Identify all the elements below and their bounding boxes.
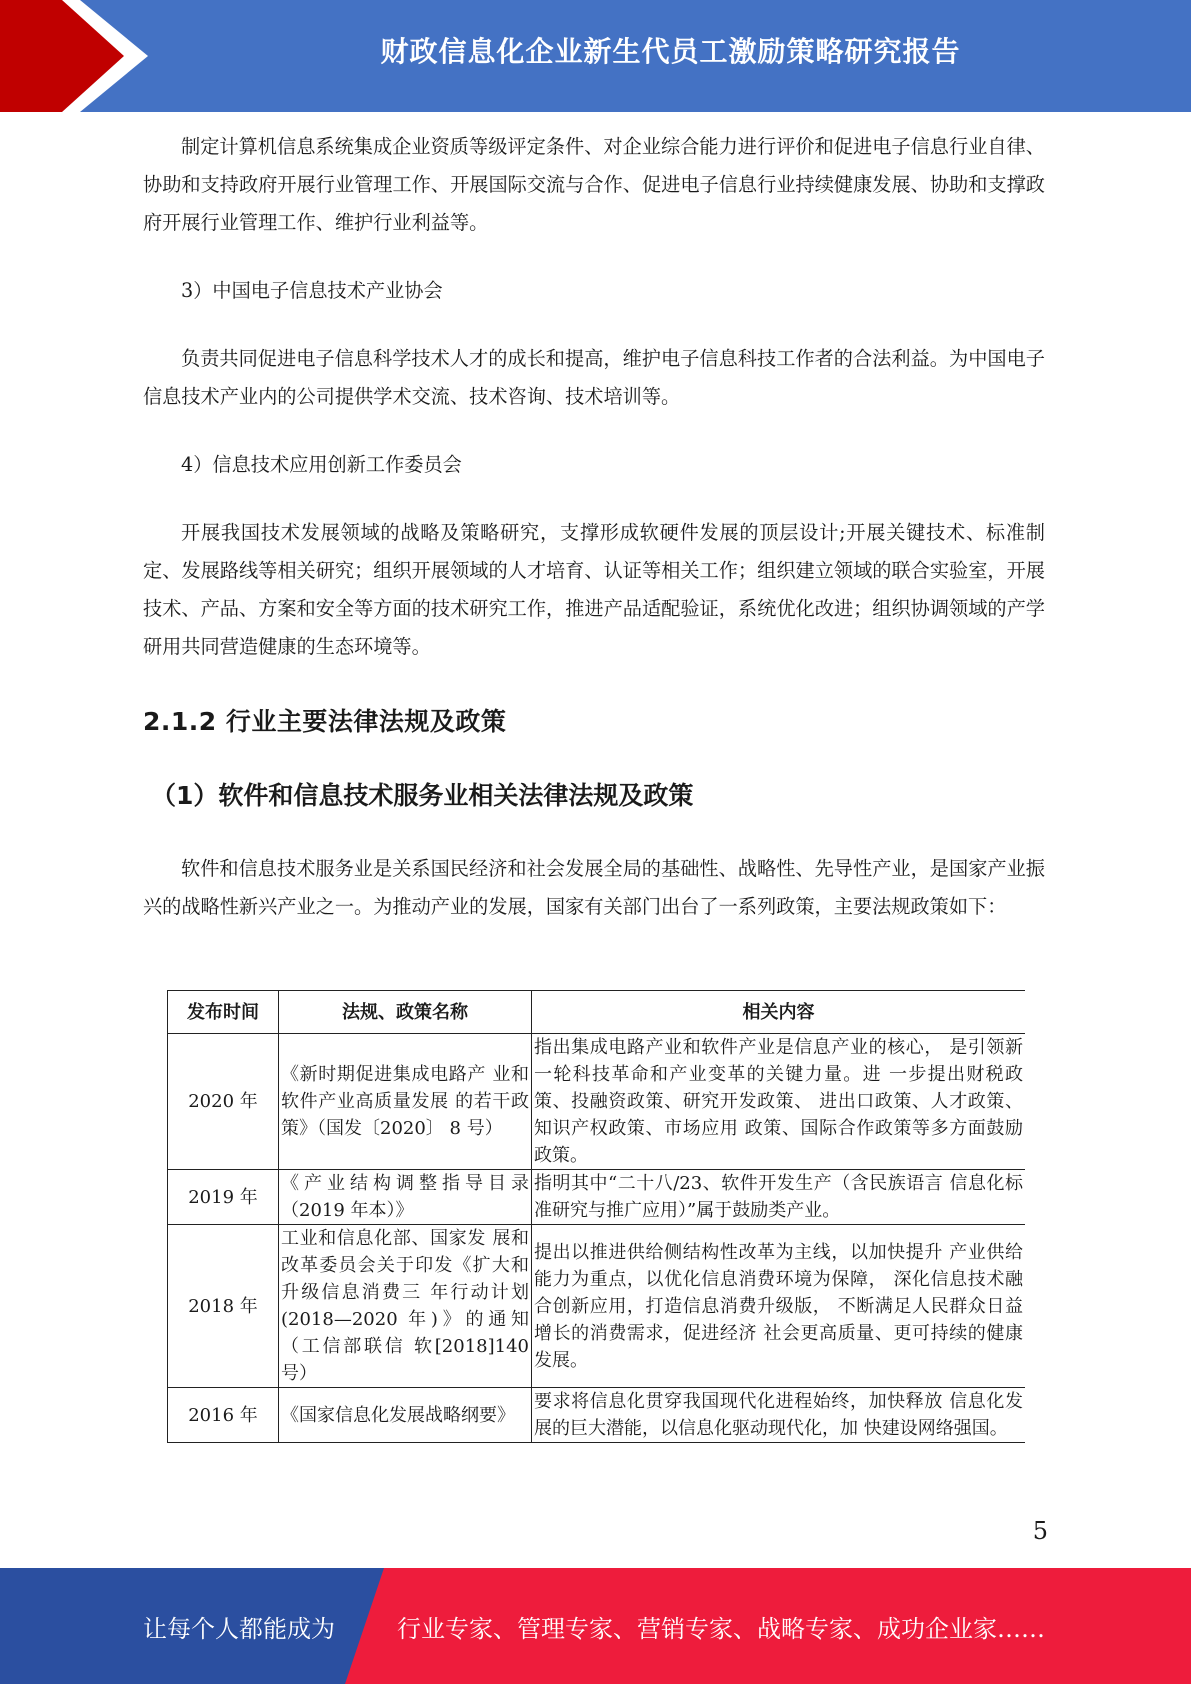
policy-table xyxy=(167,990,1025,1443)
footer-slogan-left: 让每个人都能成为 xyxy=(143,1614,335,1643)
footer-slogan-right: 行业专家、管理专家、营销专家、战略专家、成功企业家…… xyxy=(397,1614,1045,1643)
paragraph: 开展我国技术发展领域的战略及策略研究，支撑形成软硬件发展的顶层设计;开展关键技术、标准制定、发展路线等相关研究；组织开展领域的人才培育、认证等相关工作；组织建立领域的联合实验室，开展技术、产品、方案和安全等方面的技术研究工作，推进产品适配验证，系统优化改进；组织协调领域的产学研用共同营造健康的生态环境等。 xyxy=(143,521,1045,658)
report-title: 财政信息化企业新生代员工激励策略研究报告 xyxy=(380,35,961,68)
cell-year: 2020 年 xyxy=(168,1034,279,1170)
column-header-content: 相关内容 xyxy=(532,991,1026,1034)
paragraph: 软件和信息技术服务业是关系国民经济和社会发展全局的基础性、战略性、先导性产业，是国家产业振兴的战略性新兴产业之一。为推动产业的发展，国家有关部门出台了一系列政策，主要法规政策如下： xyxy=(143,857,1045,918)
list-item: 3）中国电子信息技术产业协会 xyxy=(181,279,443,302)
page-header xyxy=(0,0,1191,112)
cell-content: 指明其中“二十八/23、软件开发生产（含民族语言 信息化标准研究与推广应用）”属于鼓励类产业。 xyxy=(532,1170,1026,1225)
cell-policy-name: 《国家信息化发展战略纲要》 xyxy=(279,1388,532,1443)
cell-year: 2019 年 xyxy=(168,1170,279,1225)
table-row xyxy=(168,1225,1026,1388)
main-content xyxy=(143,128,1045,926)
page-footer xyxy=(0,1568,1191,1684)
cell-policy-name: 《产业结构调整指导目录（2019 年本）》 xyxy=(279,1170,532,1225)
cell-policy-name: 工业和信息化部、国家发 展和改革委员会关于印发《扩大和升级信息消费三 年行动计划(2018—2020 年)》的通知（工信部联信 软[2018]140 号） xyxy=(279,1225,532,1388)
cell-content: 指出集成电路产业和软件产业是信息产业的核心， 是引领新一轮科技革命和产业变革的关键力量。进 一步提出财税政策、投融资政策、研究开发政策、 进出口政策、人才政策、知识产权政策、市场应用 政策、国际合作政策等多方面鼓励政策。 xyxy=(532,1034,1026,1170)
header-arrow-decoration xyxy=(0,0,160,112)
list-item: 4）信息技术应用创新工作委员会 xyxy=(181,453,462,476)
policy-table-container xyxy=(167,990,1025,1471)
paragraph: 制定计算机信息系统集成企业资质等级评定条件、对企业综合能力进行评价和促进电子信息行业自律、协助和支持政府开展行业管理工作、开展国际交流与合作、促进电子信息行业持续健康发展、协助和支撑政府开展行业管理工作、维护行业利益等。 xyxy=(143,135,1045,234)
table-row xyxy=(168,1034,1026,1170)
column-header-policy-name: 法规、政策名称 xyxy=(279,991,532,1034)
cell-year: 2018 年 xyxy=(168,1225,279,1388)
cell-policy-name: 《新时期促进集成电路产 业和软件产业高质量发展 的若干政策》（国发〔2020〕 8 号） xyxy=(279,1034,532,1170)
page-number: 5 xyxy=(1032,1517,1048,1545)
table-header-row xyxy=(168,991,1026,1034)
cell-content: 提出以推进供给侧结构性改革为主线，以加快提升 产业供给能力为重点，以优化信息消费环境为保障， 深化信息技术融合创新应用，打造信息消费升级版， 不断满足人民群众日益增长的消费需求，促进经济 社会更高质量、更可持续的健康发展。 xyxy=(532,1225,1026,1388)
column-header-date: 发布时间 xyxy=(168,991,279,1034)
cell-content: 要求将信息化贯穿我国现代化进程始终，加快释放 信息化发展的巨大潜能，以信息化驱动现代化，加 快建设网络强国。 xyxy=(532,1388,1026,1443)
cell-year: 2016 年 xyxy=(168,1388,279,1443)
section-heading: 2.1.2 行业主要法律法规及政策 xyxy=(143,707,507,736)
table-row xyxy=(168,1388,1026,1443)
paragraph: 负责共同促进电子信息科学技术人才的成长和提高，维护电子信息科技工作者的合法利益。为中国电子信息技术产业内的公司提供学术交流、技术咨询、技术培训等。 xyxy=(143,347,1045,408)
subsection-heading: （1）软件和信息技术服务业相关法律法规及政策 xyxy=(151,781,694,810)
table-row xyxy=(168,1170,1026,1225)
